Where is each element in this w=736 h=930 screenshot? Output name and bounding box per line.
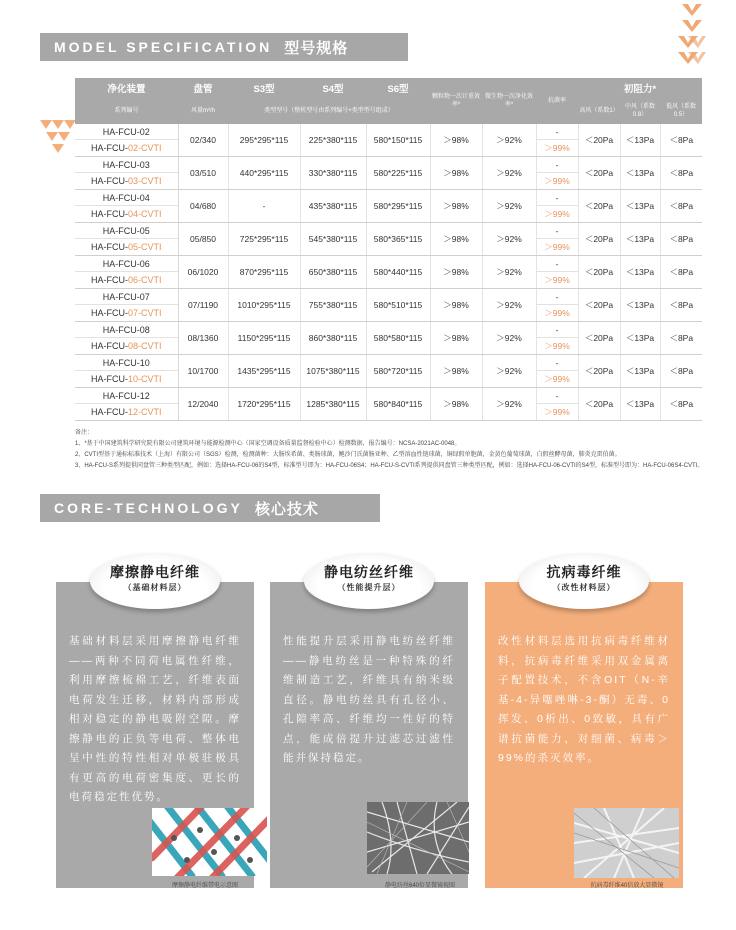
model-cell [75, 223, 178, 256]
s3-cell: - [228, 190, 300, 223]
card-text: 性能提升层采用静电纺丝纤维——静电纺丝是一种特殊的纤维制造工艺，纤维具有纳米级直径。静电纺丝具有孔径小、孔隙率高、纤维均一性好的特点，能成倍提升过滤芯过滤性能并保持稳定。 [283, 635, 455, 764]
note-2: 2、CVTI型基于通标标准技术（上海）有限公司（SGS）检测，检测菌种：大肠埃希菌、类肠球菌，鲍沙门氏菌肠亚种、乙型溶血性链球菌，铜绿假单胞菌，金黄色葡萄球菌，白假丝酵母菌，肺炎克雷伯菌。 [75, 452, 621, 458]
model-cvti-prefix: HA-FCU- [90, 209, 128, 219]
particle-cell: ＞98% [430, 157, 482, 190]
antibacterial-standard: - [537, 322, 578, 338]
model-specification-banner [40, 33, 408, 61]
s3-cell: 295*295*115 [228, 124, 300, 157]
header-type-no: 类型型号（整机型号由系列编号+类型型号组成） [228, 98, 430, 124]
model-standard: HA-FCU-10 [75, 355, 178, 371]
particle-cell: ＞98% [430, 256, 482, 289]
core-technology-banner [40, 494, 380, 522]
model-cvti-prefix: HA-FCU- [90, 407, 128, 417]
image-caption: 摩擦静电纤维带电示意图 [171, 883, 238, 889]
mid-cell: ＜13Pa [620, 289, 660, 322]
model-standard: HA-FCU-03 [75, 157, 178, 173]
s3-cell: 1010*295*115 [228, 289, 300, 322]
mid-cell: ＜13Pa [620, 190, 660, 223]
model-cvti-prefix: HA-FCU- [90, 143, 128, 153]
model-cell [75, 190, 178, 223]
header-resistance: 初阻力* [578, 78, 702, 98]
microbe-cell: ＞92% [482, 289, 536, 322]
antibacterial-cvti: ＞99% [544, 308, 570, 318]
high-cell: ＜20Pa [578, 322, 620, 355]
model-standard: HA-FCU-06 [75, 256, 178, 272]
model-cvti [75, 272, 178, 288]
section-title-en: MODEL SPECIFICATION [54, 39, 273, 55]
header-mid: 中风（系数0.8） [620, 98, 660, 124]
model-cvti [75, 338, 178, 354]
table-row [75, 223, 702, 256]
model-standard: HA-FCU-02 [75, 124, 178, 140]
high-cell: ＜20Pa [578, 256, 620, 289]
table-row [75, 322, 702, 355]
particle-cell: ＞98% [430, 322, 482, 355]
low-cell: ＜8Pa [660, 256, 702, 289]
low-cell: ＜8Pa [660, 157, 702, 190]
mid-cell: ＜13Pa [620, 322, 660, 355]
antibacterial-standard: - [537, 388, 578, 404]
table-row [75, 256, 702, 289]
s6-cell: 580*365*115 [366, 223, 430, 256]
model-cvti-prefix: HA-FCU- [90, 275, 128, 285]
s4-cell: 435*380*115 [300, 190, 366, 223]
antibacterial-cell [536, 256, 578, 289]
card-text: 改性材料层选用抗病毒纤维材料，抗病毒纤维采用双金属离子配置技术，不含OIT（N-辛基-4-异噻唑啉-3-酮）无毒、0挥发、0析出、0致敏，具有广谱抗菌能力，对细菌、病毒＞99%的杀灭效率。 [498, 635, 670, 764]
microbe-cell: ＞92% [482, 388, 536, 421]
high-cell: ＜20Pa [578, 388, 620, 421]
s4-cell: 330*380*115 [300, 157, 366, 190]
table-row [75, 157, 702, 190]
particle-cell: ＞98% [430, 124, 482, 157]
section-title-en: CORE-TECHNOLOGY [54, 500, 243, 516]
model-cvti-suffix: 12-CVTI [127, 407, 162, 417]
model-standard: HA-FCU-12 [75, 388, 178, 404]
s6-cell: 580*440*115 [366, 256, 430, 289]
model-standard: HA-FCU-07 [75, 289, 178, 305]
triboelectric-fiber-diagram-image [152, 808, 267, 876]
coil-cell: 10/1700 [178, 355, 228, 388]
table-row [75, 124, 702, 157]
card-badge [519, 553, 649, 609]
antibacterial-cvti: ＞99% [544, 242, 570, 252]
coil-cell: 05/850 [178, 223, 228, 256]
model-cvti-suffix: 10-CVTI [127, 374, 162, 384]
mid-cell: ＜13Pa [620, 124, 660, 157]
header-series-no: 系列编号 [75, 98, 178, 124]
high-cell: ＜20Pa [578, 289, 620, 322]
antibacterial-cvti: ＞99% [544, 209, 570, 219]
antibacterial-cvti: ＞99% [544, 176, 570, 186]
mid-cell: ＜13Pa [620, 355, 660, 388]
coil-cell: 02/340 [178, 124, 228, 157]
model-standard: HA-FCU-05 [75, 223, 178, 239]
header-s4: S4型 [300, 78, 366, 98]
model-cell [75, 355, 178, 388]
s6-cell: 580*510*115 [366, 289, 430, 322]
model-cvti-suffix: 05-CVTI [127, 242, 162, 252]
header-low: 低风（系数0.5） [660, 98, 702, 124]
table-row [75, 289, 702, 322]
header-coil: 盘管 [178, 78, 228, 98]
microbe-cell: ＞92% [482, 190, 536, 223]
card-subtitle: （基础材料层） [123, 583, 187, 592]
s3-cell: 1720*295*115 [228, 388, 300, 421]
microbe-cell: ＞92% [482, 157, 536, 190]
low-cell: ＜8Pa [660, 322, 702, 355]
high-cell: ＜20Pa [578, 355, 620, 388]
card-subtitle: （性能提升层） [337, 583, 401, 592]
section-title-zh: 核心技术 [254, 500, 319, 518]
antibacterial-cell [536, 322, 578, 355]
s6-cell: 580*580*115 [366, 322, 430, 355]
section-title-zh: 型号规格 [284, 39, 349, 57]
model-cell [75, 256, 178, 289]
s6-cell: 580*720*115 [366, 355, 430, 388]
coil-cell: 12/2040 [178, 388, 228, 421]
microbe-cell: ＞92% [482, 124, 536, 157]
antibacterial-cell [536, 157, 578, 190]
note-3: 3、HA-FCU-S系列提供同盘管三种类型匹配，例如：选择HA-FCU-06的S4型，标准型号即为：HA-FCU-06S4；HA-FCU-S-CVTI系列提供同盘管三种类型匹配，例如：选择HA-FCU-06-CVTI的S4型，标准型号即为：HA-FCU-06S4-CVTI。 [75, 463, 704, 469]
microbe-cell: ＞92% [482, 355, 536, 388]
image-caption: 静电纺丝640倍显微镜视图 [384, 883, 455, 889]
header-particle: 颗粒物一次计重效率* [430, 78, 482, 124]
coil-cell: 03/510 [178, 157, 228, 190]
s3-cell: 1150*295*115 [228, 322, 300, 355]
antibacterial-standard: - [537, 355, 578, 371]
model-cvti-suffix: 02-CVTI [127, 143, 162, 153]
s6-cell: 580*150*115 [366, 124, 430, 157]
model-cvti-prefix: HA-FCU- [90, 176, 128, 186]
header-s6: S6型 [366, 78, 430, 98]
model-cvti [75, 206, 178, 222]
microbe-cell: ＞92% [482, 322, 536, 355]
particle-cell: ＞98% [430, 355, 482, 388]
s3-cell: 1435*295*115 [228, 355, 300, 388]
particle-cell: ＞98% [430, 388, 482, 421]
high-cell: ＜20Pa [578, 157, 620, 190]
model-cvti-suffix: 04-CVTI [127, 209, 162, 219]
antiviral-fiber-microscope-image [574, 808, 679, 878]
high-cell: ＜20Pa [578, 223, 620, 256]
chevron-pattern-icon [678, 2, 706, 72]
model-cvti-prefix: HA-FCU- [90, 374, 128, 384]
model-spec-table [75, 78, 702, 421]
mid-cell: ＜13Pa [620, 388, 660, 421]
card-title: 静电纺丝纤维 [324, 564, 414, 580]
mid-cell: ＜13Pa [620, 223, 660, 256]
card-title: 摩擦静电纤维 [110, 564, 200, 580]
antibacterial-cell [536, 190, 578, 223]
coil-cell: 06/1020 [178, 256, 228, 289]
antibacterial-cvti: ＞99% [544, 275, 570, 285]
coil-cell: 08/1360 [178, 322, 228, 355]
header-device: 净化装置 [75, 78, 178, 98]
model-cvti-prefix: HA-FCU- [90, 308, 128, 318]
model-cvti [75, 239, 178, 255]
coil-cell: 07/1190 [178, 289, 228, 322]
particle-cell: ＞98% [430, 223, 482, 256]
low-cell: ＜8Pa [660, 124, 702, 157]
s4-cell: 755*380*115 [300, 289, 366, 322]
low-cell: ＜8Pa [660, 223, 702, 256]
card-title: 抗病毒纤维 [546, 564, 622, 580]
s4-cell: 860*380*115 [300, 322, 366, 355]
model-cvti-suffix: 07-CVTI [127, 308, 162, 318]
s3-cell: 725*295*115 [228, 223, 300, 256]
header-microbe: 微生物一次净化效率* [482, 78, 536, 124]
model-cvti-suffix: 03-CVTI [127, 176, 162, 186]
s3-cell: 870*295*115 [228, 256, 300, 289]
model-cvti-suffix: 06-CVTI [127, 275, 162, 285]
microbe-cell: ＞92% [482, 223, 536, 256]
antibacterial-cell [536, 223, 578, 256]
antibacterial-cell [536, 124, 578, 157]
low-cell: ＜8Pa [660, 355, 702, 388]
s4-cell: 545*380*115 [300, 223, 366, 256]
antibacterial-standard: - [537, 157, 578, 173]
antibacterial-cell [536, 388, 578, 421]
note-1: 1、*基于中国建筑科学研究院有限公司建筑环境与能源检测中心（国家空调设备质量监督检验中心）检测数据，报告编号：NCSA-2021AC-0048。 [75, 441, 461, 447]
model-cell [75, 124, 178, 157]
table-row [75, 355, 702, 388]
antibacterial-standard: - [537, 223, 578, 239]
model-cvti-prefix: HA-FCU- [90, 341, 128, 351]
triangle-pattern-icon [40, 120, 76, 158]
table-row [75, 190, 702, 223]
mid-cell: ＜13Pa [620, 256, 660, 289]
coil-cell: 04/680 [178, 190, 228, 223]
header-high: 高风（系数1） [578, 98, 620, 124]
table-row [75, 388, 702, 421]
high-cell: ＜20Pa [578, 190, 620, 223]
s4-cell: 1075*380*115 [300, 355, 366, 388]
s6-cell: 580*840*115 [366, 388, 430, 421]
low-cell: ＜8Pa [660, 388, 702, 421]
s3-cell: 440*295*115 [228, 157, 300, 190]
electrospun-microscope-image [367, 802, 469, 874]
s4-cell: 225*380*115 [300, 124, 366, 157]
notes [75, 428, 705, 472]
model-cvti [75, 140, 178, 156]
antibacterial-standard: - [537, 190, 578, 206]
model-cvti-prefix: HA-FCU- [90, 242, 128, 252]
microbe-cell: ＞92% [482, 256, 536, 289]
antibacterial-cvti: ＞99% [544, 407, 570, 417]
card-subtitle: （改性材料层） [552, 583, 616, 592]
model-cvti [75, 404, 178, 420]
model-cell [75, 157, 178, 190]
card-badge [304, 553, 434, 609]
model-cvti [75, 371, 178, 387]
model-cell [75, 388, 178, 421]
low-cell: ＜8Pa [660, 190, 702, 223]
antibacterial-standard: - [537, 256, 578, 272]
header-s3: S3型 [228, 78, 300, 98]
s6-cell: 580*225*115 [366, 157, 430, 190]
model-cvti [75, 305, 178, 321]
low-cell: ＜8Pa [660, 289, 702, 322]
model-cell [75, 289, 178, 322]
notes-label: 备注： [75, 430, 94, 436]
model-cvti [75, 173, 178, 189]
antibacterial-cvti: ＞99% [544, 374, 570, 384]
model-standard: HA-FCU-04 [75, 190, 178, 206]
model-standard: HA-FCU-08 [75, 322, 178, 338]
header-airflow: 风量m³/h [178, 98, 228, 124]
particle-cell: ＞98% [430, 289, 482, 322]
antibacterial-cvti: ＞99% [544, 341, 570, 351]
s4-cell: 650*380*115 [300, 256, 366, 289]
s4-cell: 1285*380*115 [300, 388, 366, 421]
high-cell: ＜20Pa [578, 124, 620, 157]
model-cvti-suffix: 08-CVTI [127, 341, 162, 351]
header-antibacterial: 抗菌率 [536, 78, 578, 124]
mid-cell: ＜13Pa [620, 157, 660, 190]
model-cell [75, 322, 178, 355]
antibacterial-standard: - [537, 289, 578, 305]
card-text: 基础材料层采用摩擦静电纤维——两种不同荷电属性纤维，利用摩擦梳棉工艺，纤维表面电荷发生迁移，材料内部形成相对稳定的静电吸附空隙。摩擦静电的正负等电荷、整体电呈中性的特性相对单极驻极具有更高的电荷密集度、更长的电荷稳定性优势。 [69, 635, 241, 803]
antibacterial-cell [536, 289, 578, 322]
card-badge [90, 553, 220, 609]
image-caption: 抗病毒纤维40倍放大显微镜 [590, 883, 664, 889]
s6-cell: 580*295*115 [366, 190, 430, 223]
antibacterial-cell [536, 355, 578, 388]
antibacterial-cvti: ＞99% [544, 143, 570, 153]
antibacterial-standard: - [537, 124, 578, 140]
particle-cell: ＞98% [430, 190, 482, 223]
